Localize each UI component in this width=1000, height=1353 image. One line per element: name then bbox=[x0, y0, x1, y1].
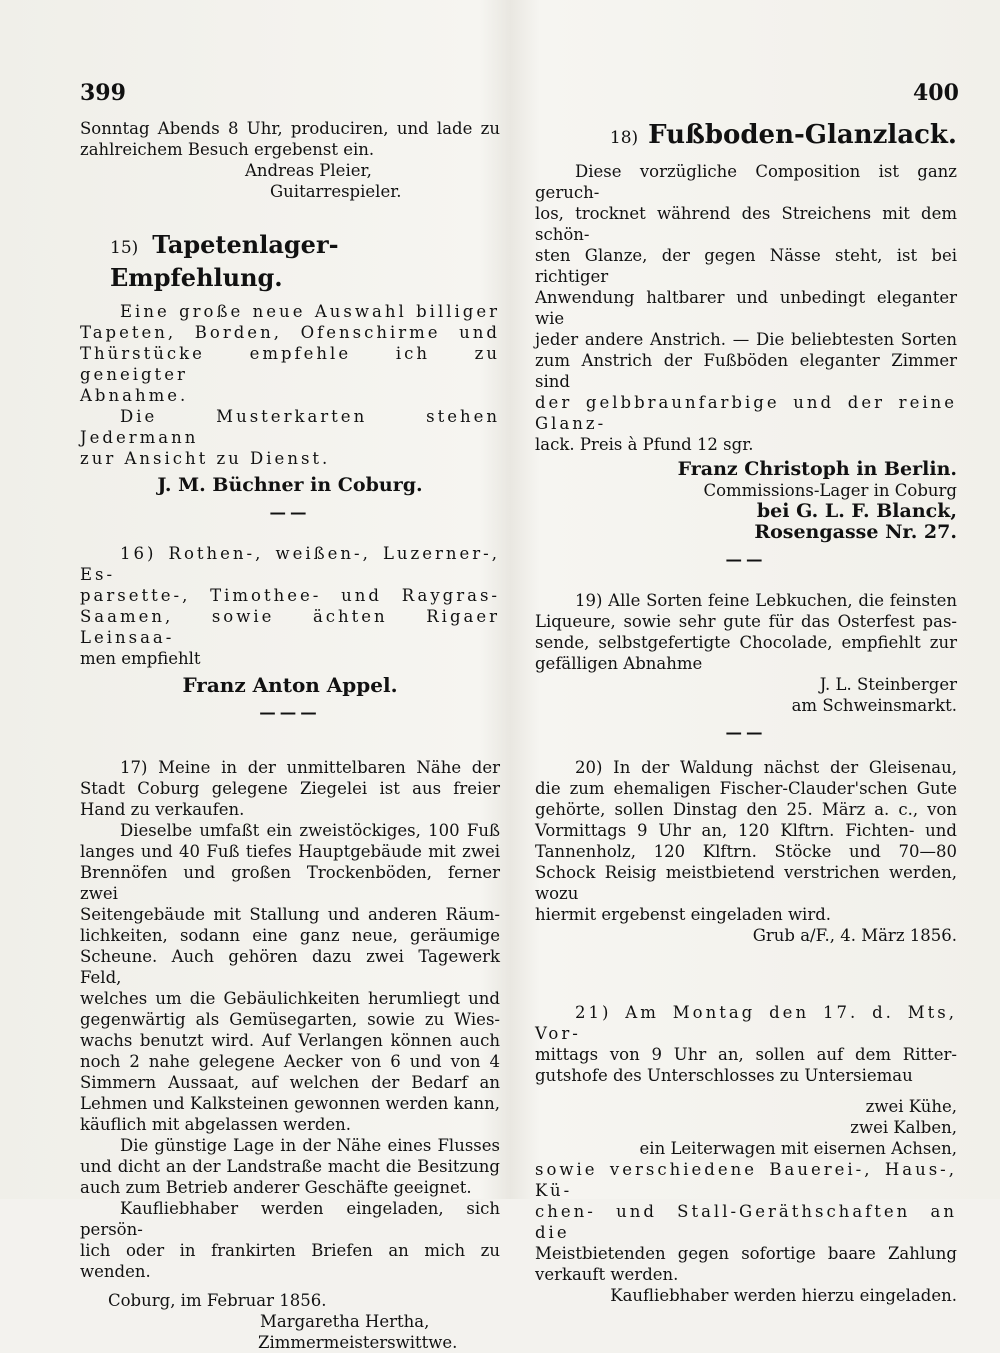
date-line: Grub a/F., 4. März 1856. bbox=[752, 926, 957, 945]
text-line: Scheune. Auch gehören dazu zwei Tagewerk Feld, bbox=[80, 947, 500, 987]
advert-16 bbox=[80, 543, 500, 723]
text-line: und dicht an der Landstraße macht die Besitzung bbox=[80, 1157, 500, 1176]
text-line: Kaufliebhaber werden eingeladen, sich persön- bbox=[80, 1199, 500, 1239]
text-line: käuflich mit abgelassen werden. bbox=[80, 1115, 352, 1134]
text-line: 21) Am Montag den 17. d. Mts, Vor- bbox=[535, 1003, 957, 1043]
advert-20 bbox=[535, 757, 957, 946]
text-line: gefälligen Abnahme bbox=[535, 654, 703, 673]
signature: Guitarrespieler. bbox=[270, 182, 402, 201]
text-line: mittags von 9 Uhr an, sollen auf dem Ritter- bbox=[535, 1045, 957, 1064]
signature: am Schweinsmarkt. bbox=[791, 696, 957, 715]
text-line: sten Glanze, der gegen Nässe steht, ist bei richtiger bbox=[535, 246, 957, 286]
text-line: hiermit ergebenst eingeladen wird. bbox=[535, 905, 832, 924]
text-line: Die Musterkarten stehen Jedermann bbox=[80, 407, 500, 447]
advert-number: 18) bbox=[609, 128, 639, 148]
left-column bbox=[80, 118, 500, 1353]
list-item: zwei Kalben, bbox=[850, 1118, 957, 1137]
text-line: chen- und Stall-Geräthschaften an die bbox=[535, 1202, 957, 1242]
advert-21 bbox=[535, 1002, 957, 1306]
separator: —— bbox=[725, 723, 767, 742]
signature: J. M. Büchner in Coburg. bbox=[157, 474, 423, 496]
advert-17 bbox=[80, 757, 500, 1353]
signature: Rosengasse Nr. 27. bbox=[754, 521, 957, 543]
text-line: zum Anstrich der Fußböden eleganter Zimmer sind bbox=[535, 351, 957, 391]
text-line: Thürstücke empfehle ich zu geneigter bbox=[80, 344, 500, 384]
advert-19 bbox=[535, 590, 957, 743]
advert-title bbox=[535, 118, 957, 155]
text-line: 19) Alle Sorten feine Lebkuchen, die feinsten bbox=[575, 591, 957, 610]
intro-notice bbox=[80, 118, 500, 202]
list-item: ein Leiterwagen mit eisernen Achsen, bbox=[639, 1139, 957, 1158]
text-line: welches um die Gebäulichkeiten herumliegt und bbox=[80, 989, 500, 1008]
separator: —— bbox=[725, 550, 767, 569]
text-line: wachs benutzt wird. Auf Verlangen können auch bbox=[80, 1031, 500, 1050]
text-line: Die günstige Lage in der Nähe eines Flusses bbox=[120, 1136, 500, 1155]
text-line: sowie verschiedene Bauerei-, Haus-, Kü- bbox=[535, 1160, 957, 1200]
signature: bei G. L. F. Blanck, bbox=[756, 500, 957, 522]
text-line: Schock Reisig meistbietend verstrichen werden, wozu bbox=[535, 863, 957, 903]
text-line: 20) In der Waldung nächst der Gleisenau, bbox=[575, 758, 957, 777]
text-line: die zum ehemaligen Fischer-Clauder'schen Gute bbox=[535, 779, 957, 798]
date-line: Coburg, im Februar 1856. bbox=[108, 1291, 327, 1310]
text-line: Sonntag Abends 8 Uhr, produciren, und lade zu bbox=[80, 119, 500, 138]
advert-15 bbox=[80, 230, 500, 523]
separator: ——— bbox=[259, 703, 321, 722]
text-line: Diese vorzügliche Composition ist ganz geruch- bbox=[535, 162, 957, 202]
text-line: Eine große neue Auswahl billiger bbox=[120, 302, 500, 321]
text-line: 17) Meine in der unmittelbaren Nähe der bbox=[120, 758, 500, 777]
signature: Franz Christoph in Berlin. bbox=[677, 458, 957, 480]
text-line: Saamen, sowie ächten Rigaer Leinsaa- bbox=[80, 607, 500, 647]
page-number-left: 399 bbox=[80, 80, 126, 106]
text-line: lich oder in frankirten Briefen an mich zu wenden. bbox=[80, 1241, 500, 1281]
text-line: lack. Preis à Pfund 12 sgr. bbox=[535, 435, 754, 454]
text-line: gehörte, sollen Dinstag den 25. März a. c., von bbox=[535, 800, 957, 819]
text-line: Abnahme. bbox=[80, 386, 189, 405]
text-line: Anwendung haltbarer und unbedingt eleganter wie bbox=[535, 288, 957, 328]
text-line: Tannenholz, 120 Klftrn. Stöcke und 70—80 bbox=[535, 842, 957, 861]
text-line: noch 2 nahe gelegene Aecker von 6 und von 4 bbox=[80, 1052, 500, 1071]
text-line: Kaufliebhaber werden hierzu eingeladen. bbox=[610, 1286, 957, 1305]
text-line: Simmern Aussaat, auf welchen der Bedarf an bbox=[80, 1073, 500, 1092]
text-line: Stadt Coburg gelegene Ziegelei ist aus freier bbox=[80, 779, 500, 798]
signature: Commissions-Lager in Coburg bbox=[703, 481, 957, 500]
list-item: zwei Kühe, bbox=[865, 1097, 957, 1116]
separator: —— bbox=[269, 503, 311, 522]
text-line: zur Ansicht zu Dienst. bbox=[80, 449, 331, 468]
text-line: langes und 40 Fuß tiefes Hauptgebäude mit zwei bbox=[80, 842, 500, 861]
text-line: gegenwärtig als Gemüsegarten, sowie zu Wies- bbox=[80, 1010, 500, 1029]
text-line: jeder andere Anstrich. — Die beliebtesten Sorten bbox=[535, 330, 957, 349]
text-line: Brennöfen und großen Trockenböden, ferner zwei bbox=[80, 863, 500, 903]
text-line: Dieselbe umfaßt ein zweistöckiges, 100 Fuß bbox=[120, 821, 500, 840]
text-line: men empfiehlt bbox=[80, 649, 201, 668]
right-column bbox=[535, 118, 957, 1306]
text-line: Meistbietenden gegen sofortige baare Zahlung bbox=[535, 1244, 957, 1263]
signature: Andreas Pleier, bbox=[245, 161, 372, 180]
text-line: Hand zu verkaufen. bbox=[80, 800, 245, 819]
text-line: sende, selbstgefertigte Chocolade, empfiehlt zur bbox=[535, 633, 957, 652]
page-number-right: 400 bbox=[913, 80, 959, 106]
text-line: auch zum Betrieb anderer Geschäfte geeignet. bbox=[80, 1178, 472, 1197]
advert-18 bbox=[535, 118, 957, 570]
text-line: los, trocknet während des Streichens mit dem schön- bbox=[535, 204, 957, 244]
text-line: lichkeiten, sodann eine ganz neue, geräumige bbox=[80, 926, 500, 945]
advert-number: 15) bbox=[110, 238, 139, 258]
text-line: gutshofe des Unterschlosses zu Untersiemau bbox=[535, 1066, 913, 1085]
text-line: verkauft werden. bbox=[535, 1265, 679, 1284]
text-line: Seitengebäude mit Stallung und anderen Räum- bbox=[80, 905, 500, 924]
text-line: parsette-, Timothee- und Raygras- bbox=[80, 586, 500, 605]
signature: Franz Anton Appel. bbox=[182, 673, 398, 697]
advert-heading: Tapetenlager-Empfehlung. bbox=[110, 230, 339, 292]
signature: Zimmermeisterswittwe. bbox=[258, 1333, 458, 1352]
text-line: der gelbbraunfarbige und der reine Glanz- bbox=[535, 393, 957, 433]
text-line: Tapeten, Borden, Ofenschirme und bbox=[80, 323, 500, 342]
signature: Margaretha Hertha, bbox=[260, 1312, 430, 1331]
text-line: 16) Rothen-, weißen-, Luzerner-, Es- bbox=[80, 544, 500, 584]
text-line: Vormittags 9 Uhr an, 120 Klftrn. Fichten- und bbox=[535, 821, 957, 840]
signature: J. L. Steinberger bbox=[819, 675, 957, 694]
advert-heading: Fußboden-Glanzlack. bbox=[648, 120, 957, 150]
text-line: Lehmen und Kalksteinen gewonnen werden kann, bbox=[80, 1094, 500, 1113]
text-line: Liqueure, sowie sehr gute für das Osterfest pas- bbox=[535, 612, 957, 631]
text-line: zahlreichem Besuch ergebenst ein. bbox=[80, 140, 375, 159]
advert-title bbox=[80, 230, 500, 293]
